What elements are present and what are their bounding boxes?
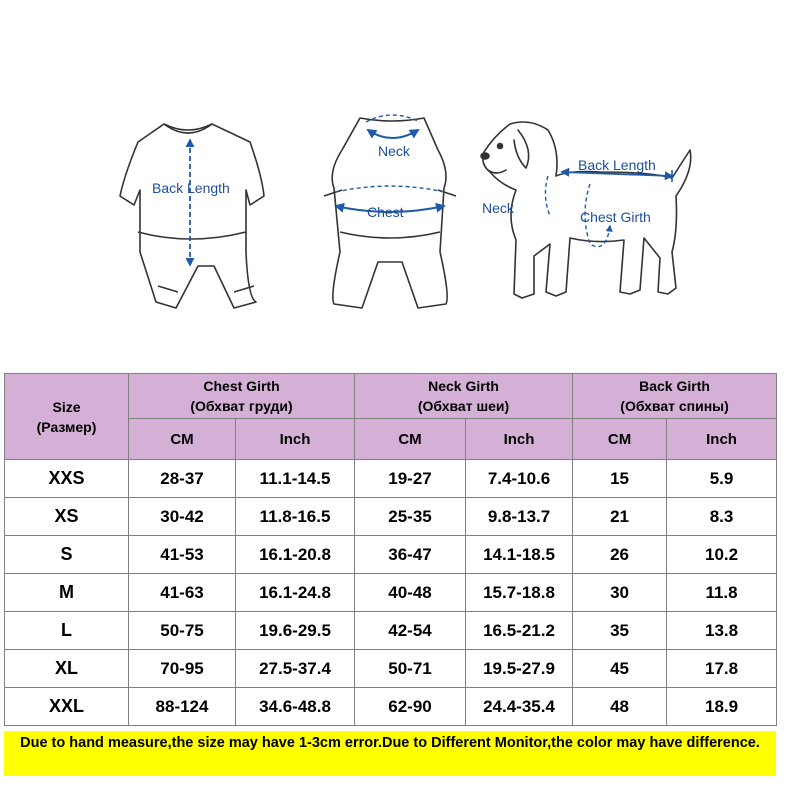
- chest-cm-cell: 88-124: [129, 688, 236, 726]
- back-inch-header: Inch: [667, 419, 777, 460]
- size-cell: XXS: [5, 460, 129, 498]
- chest-inch-cell: 11.8-16.5: [236, 498, 355, 536]
- neck-inch-cell: 24.4-35.4: [466, 688, 573, 726]
- chest-inch-header: Inch: [236, 419, 355, 460]
- back-inch-cell: 10.2: [667, 536, 777, 574]
- chest-cm-header: CM: [129, 419, 236, 460]
- chest-cm-cell: 70-95: [129, 650, 236, 688]
- measurement-illustrations: [0, 0, 800, 360]
- chest-cm-cell: 50-75: [129, 612, 236, 650]
- back-cm-cell: 15: [573, 460, 667, 498]
- top-neck-label: Neck: [378, 143, 410, 159]
- dog-chest-girth-label: Chest Girth: [580, 209, 651, 225]
- back-cm-cell: 45: [573, 650, 667, 688]
- back-inch-cell: 13.8: [667, 612, 777, 650]
- back-cm-cell: 21: [573, 498, 667, 536]
- back-inch-cell: 11.8: [667, 574, 777, 612]
- dog-neck-label: Neck: [482, 200, 514, 216]
- chest-inch-cell: 11.1-14.5: [236, 460, 355, 498]
- table-row: [5, 498, 777, 536]
- neck-cm-cell: 62-90: [355, 688, 466, 726]
- back-inch-cell: 18.9: [667, 688, 777, 726]
- back-girth-header: Back Girth (Обхват спины): [573, 374, 777, 419]
- back-inch-cell: 17.8: [667, 650, 777, 688]
- back-cm-cell: 48: [573, 688, 667, 726]
- neck-inch-cell: 14.1-18.5: [466, 536, 573, 574]
- table-row: [5, 460, 777, 498]
- neck-cm-cell: 40-48: [355, 574, 466, 612]
- size-cell: M: [5, 574, 129, 612]
- size-cell: L: [5, 612, 129, 650]
- back-cm-cell: 26: [573, 536, 667, 574]
- neck-inch-cell: 19.5-27.9: [466, 650, 573, 688]
- size-cell: XL: [5, 650, 129, 688]
- chest-cm-cell: 41-63: [129, 574, 236, 612]
- size-cell: S: [5, 536, 129, 574]
- back-cm-header: CM: [573, 419, 667, 460]
- neck-cm-cell: 19-27: [355, 460, 466, 498]
- table-row: [5, 650, 777, 688]
- top-chest-label: Chest: [367, 204, 404, 220]
- neck-inch-cell: 15.7-18.8: [466, 574, 573, 612]
- chest-inch-cell: 27.5-37.4: [236, 650, 355, 688]
- outfit-front-view: [120, 124, 264, 308]
- back-cm-cell: 30: [573, 574, 667, 612]
- size-cell: XS: [5, 498, 129, 536]
- chest-cm-cell: 30-42: [129, 498, 236, 536]
- chest-inch-cell: 34.6-48.8: [236, 688, 355, 726]
- dog-back-length-label: Back Length: [578, 157, 656, 173]
- size-header: Size (Размер): [5, 374, 129, 460]
- chest-inch-cell: 16.1-20.8: [236, 536, 355, 574]
- chest-inch-cell: 19.6-29.5: [236, 612, 355, 650]
- chest-inch-cell: 16.1-24.8: [236, 574, 355, 612]
- size-cell: XXL: [5, 688, 129, 726]
- neck-cm-cell: 25-35: [355, 498, 466, 536]
- neck-inch-header: Inch: [466, 419, 573, 460]
- neck-inch-cell: 7.4-10.6: [466, 460, 573, 498]
- front-back-length-label: Back Length: [152, 180, 230, 196]
- neck-cm-header: CM: [355, 419, 466, 460]
- chest-cm-cell: 41-53: [129, 536, 236, 574]
- neck-inch-cell: 16.5-21.2: [466, 612, 573, 650]
- chest-girth-header: Chest Girth (Обхват груди): [129, 374, 355, 419]
- neck-cm-cell: 36-47: [355, 536, 466, 574]
- neck-cm-cell: 42-54: [355, 612, 466, 650]
- neck-girth-header: Neck Girth (Обхват шеи): [355, 374, 573, 419]
- neck-inch-cell: 9.8-13.7: [466, 498, 573, 536]
- measurement-notice: Due to hand measure,the size may have 1-3cm error.Due to Different Monitor,the color may have difference.: [4, 731, 776, 776]
- neck-cm-cell: 50-71: [355, 650, 466, 688]
- back-cm-cell: 35: [573, 612, 667, 650]
- back-inch-cell: 8.3: [667, 498, 777, 536]
- table-row: [5, 612, 777, 650]
- size-chart-table: [4, 373, 777, 726]
- chest-cm-cell: 28-37: [129, 460, 236, 498]
- table-row: [5, 536, 777, 574]
- table-row: [5, 688, 777, 726]
- table-row: [5, 574, 777, 612]
- size-rows: [5, 460, 777, 726]
- back-inch-cell: 5.9: [667, 460, 777, 498]
